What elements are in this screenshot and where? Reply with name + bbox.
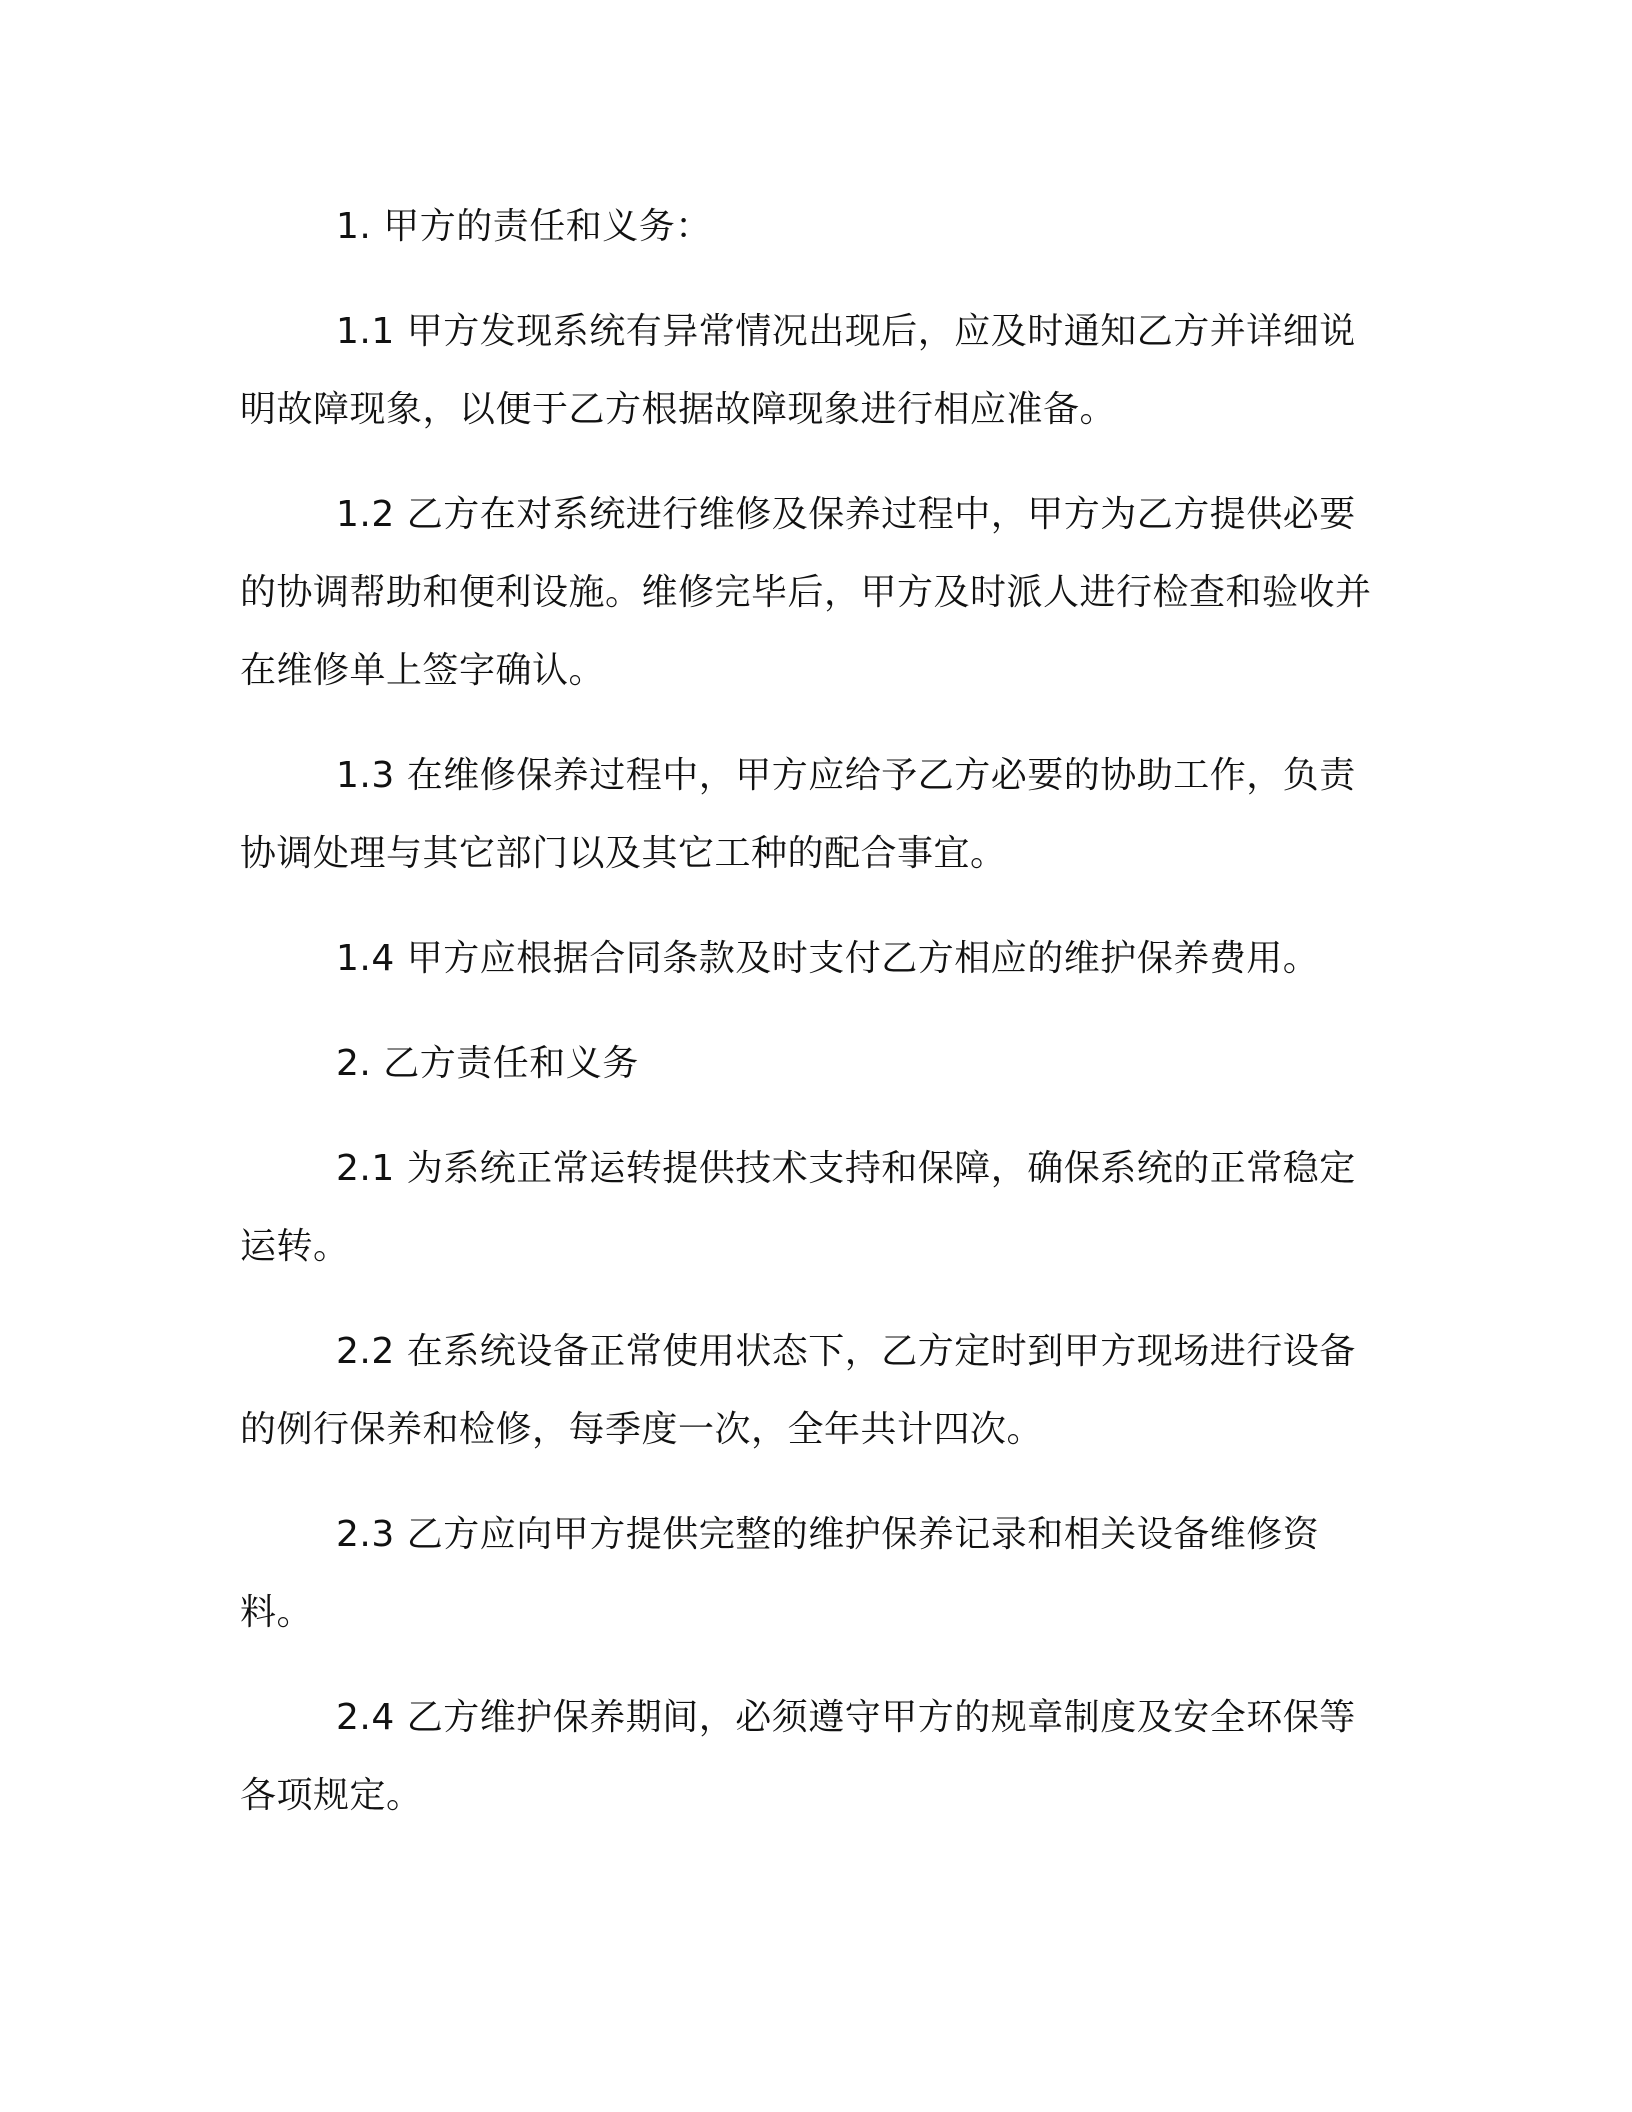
clause-2-4: 2.4 乙方维护保养期间，必须遵守甲方的规章制度及安全环保等各项规定。 bbox=[240, 1697, 1356, 1816]
document-body bbox=[240, 188, 1385, 1862]
clause-1-1: 1.1 甲方发现系统有异常情况出现后，应及时通知乙方并详细说明故障现象，以便于乙方根据故障现象进行相应准备。 bbox=[240, 311, 1356, 430]
clause-1-3: 1.3 在维修保养过程中，甲方应给予乙方必要的协助工作，负责协调处理与其它部门以及其它工种的配合事宜。 bbox=[240, 755, 1356, 874]
section-heading-party-b: 2. 乙方责任和义务 bbox=[336, 1043, 639, 1084]
clause-2-2: 2.2 在系统设备正常使用状态下，乙方定时到甲方现场进行设备的例行保养和检修，每季度一次，全年共计四次。 bbox=[240, 1331, 1356, 1450]
clause-2-1: 2.1 为系统正常运转提供技术支持和保障，确保系统的正常稳定运转。 bbox=[240, 1148, 1356, 1267]
clause-1-2: 1.2 乙方在对系统进行维修及保养过程中，甲方为乙方提供必要的协调帮助和便利设施。维修完毕后，甲方及时派人进行检查和验收并在维修单上签字确认。 bbox=[240, 494, 1372, 691]
section-heading-party-a: 1. 甲方的责任和义务： bbox=[336, 206, 712, 247]
clause-1-4: 1.4 甲方应根据合同条款及时支付乙方相应的维护保养费用。 bbox=[336, 938, 1320, 979]
clause-2-3: 2.3 乙方应向甲方提供完整的维护保养记录和相关设备维修资料。 bbox=[240, 1514, 1320, 1633]
